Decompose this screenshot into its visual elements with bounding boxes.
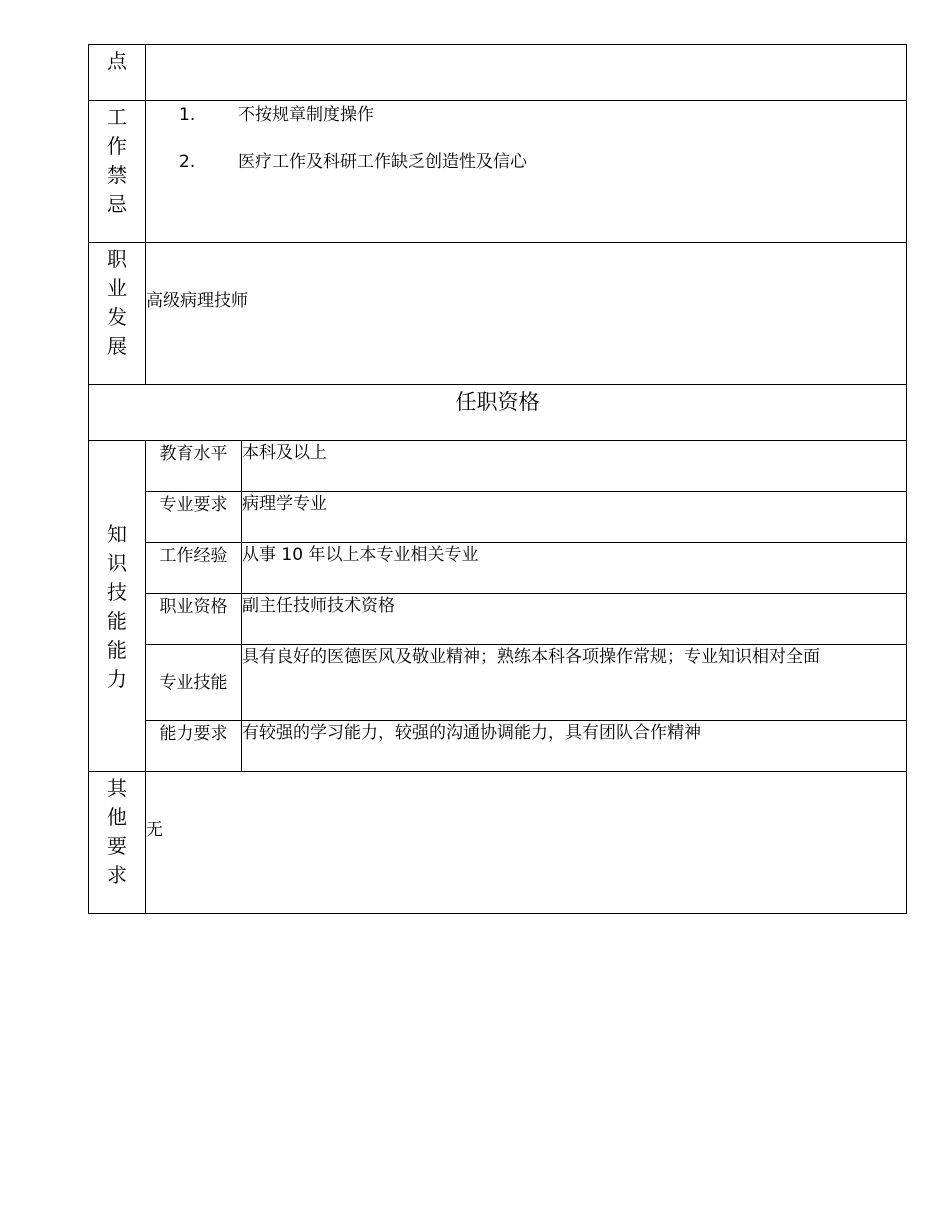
knowledge-skills-label: 知 识 技 能 能 力	[89, 441, 146, 772]
career-development-label: 职 业 发 展	[89, 243, 146, 385]
professional-skill-value: 具有良好的医德医风及敬业精神；熟练本科各项操作常规；专业知识相对全面	[242, 645, 907, 721]
ability-requirement-value: 有较强的学习能力，较强的沟通协调能力，具有团队合作精神	[242, 721, 907, 772]
point-label: 点	[89, 45, 146, 101]
point-content	[146, 45, 907, 101]
work-taboos-content	[146, 101, 907, 243]
other-requirements-label: 其 他 要 求	[89, 772, 146, 914]
table-row	[89, 721, 907, 772]
work-experience-label: 工作经验	[146, 543, 242, 594]
other-requirements-content	[146, 772, 907, 914]
list-number: 2.	[179, 152, 196, 172]
list-item	[146, 150, 906, 174]
education-level-value: 本科及以上	[242, 441, 907, 492]
table-row	[89, 441, 907, 492]
major-requirement-label: 专业要求	[146, 492, 242, 543]
row-career-development	[89, 243, 907, 385]
table-row	[89, 594, 907, 645]
work-experience-value: 从事 10 年以上本专业相关专业	[242, 543, 907, 594]
job-description-table	[88, 44, 907, 914]
row-work-taboos	[89, 101, 907, 243]
list-text: 医疗工作及科研工作缺乏创造性及信心	[238, 152, 527, 172]
row-other-requirements	[89, 772, 907, 914]
table-row	[89, 543, 907, 594]
career-text: 高级病理技师	[146, 291, 248, 311]
row-qualification-title	[89, 385, 907, 441]
list-item	[146, 103, 906, 127]
list-text: 不按规章制度操作	[238, 105, 374, 125]
work-taboos-label: 工 作 禁 忌	[89, 101, 146, 243]
ability-requirement-label: 能力要求	[146, 721, 242, 772]
other-text: 无	[146, 820, 163, 840]
qualification-title: 任职资格	[89, 385, 907, 441]
row-point	[89, 45, 907, 101]
career-development-content	[146, 243, 907, 385]
education-level-label: 教育水平	[146, 441, 242, 492]
table-row	[89, 645, 907, 721]
professional-skill-label: 专业技能	[146, 645, 242, 721]
professional-qualification-value: 副主任技师技术资格	[242, 594, 907, 645]
major-requirement-value: 病理学专业	[242, 492, 907, 543]
professional-qualification-label: 职业资格	[146, 594, 242, 645]
list-number: 1.	[179, 105, 196, 125]
table-row	[89, 492, 907, 543]
